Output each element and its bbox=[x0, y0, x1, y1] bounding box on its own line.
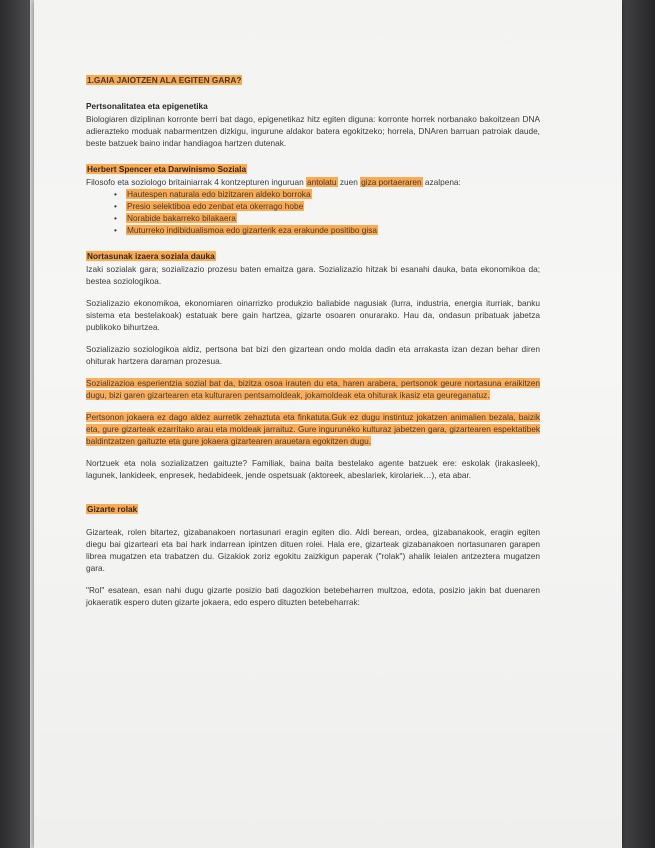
paragraph-sozializazio-soziologikoa: Sozializazio soziologikoa aldiz, pertsona bat bizi den gizartean ondo molda dadin eta arrakasta izan dezan behar diren ohiturak hartzera daraman prozesua. bbox=[86, 344, 540, 366]
list-item-text: Muturreko indibidualismoa edo gizarterik eza erakunde positibo gisa bbox=[127, 225, 377, 235]
document-title bbox=[86, 74, 540, 86]
intro-highlight-giza-portaeraren: giza portaeraren bbox=[361, 177, 422, 187]
paragraph-esperientzia-soziala-text: Sozializazioa esperientzia sozial bat da, bizitza osoa irauten du eta, haren arabera, pertsonok geure nortasuna eraikitzen dugu, bizi garen gizartearen eta kulturaren pentsamoldeak, jokamoldeak eta ohiturak ikasiz eta geureganatuz. bbox=[86, 378, 540, 400]
paragraph-rolen-bitartez: Gizarteak, rolen bitartez, gizabanakoen nortasunari eragin egiten dio. Aldi berean, ordea, gizabanakook, eragin egiten diegu bai gizarteari eta bai hark indarrean ipintzen dituen rolei. Hala ere, gizarteak gizabanakoen nortasunaren garapen librea mugatzen eta trabatzen du. Gizakiok zoriz egokitu zaizkigun paperak ("rolak") ahalik leialen antzeztera mugatzen gara. bbox=[86, 527, 540, 573]
list-item bbox=[114, 200, 540, 212]
intro-highlight-antolatu: antolatu bbox=[307, 177, 337, 187]
section-heading-epigenetika: Pertsonalitatea eta epigenetika bbox=[86, 101, 208, 111]
section-heading-nortasuna-text: Nortasunak izaera soziala dauka bbox=[87, 251, 215, 261]
intro-text-b: zuen bbox=[337, 177, 361, 187]
section-heading-gizarte-rolak-text: Gizarte rolak bbox=[87, 504, 138, 514]
section-heading-nortasuna bbox=[86, 250, 540, 262]
list-item-text: Presio selektiboa edo zenbat eta okerrago hobe bbox=[127, 201, 304, 211]
list-item bbox=[114, 212, 540, 224]
paragraph-epigenetika: Biologiaren diziplinan korronte berri bat dago, epigenetikaz hitz egiten diguna: korronte horrek norbanako bakoitzean DNA adierazteko moduak nabarmentzen dizkigu, ingurune aldakor batera egokitzeko; horrela, DNAren barruan patroiak daude, beste batzuek baino indar handiagoa hartzen dutenak. bbox=[86, 114, 540, 148]
paragraph-pertsonon-jokaera bbox=[86, 411, 540, 447]
document-title-text: 1.GAIA JAIOTZEN ALA EGITEN GARA? bbox=[87, 75, 242, 85]
list-item bbox=[114, 188, 540, 200]
section-heading-spencer bbox=[86, 163, 540, 175]
section-heading-spencer-text: Herbert Spencer eta Darwinismo Soziala bbox=[87, 164, 247, 174]
list-item-text: Hautespen naturala edo bizitzaren aldeko borroka bbox=[127, 189, 311, 199]
paragraph-agenteak: Nortzuek eta nola sozializatzen gaituzte? Familiak, baina baita bestelako agente batzuek ere: eskolak (irakasleek), lagunek, lankideek, enpresek, hedabideek, jende ospetsuak (aktoreek, abeslariek, kirolariek…), eta abar. bbox=[86, 458, 540, 480]
intro-text-a: Filosofo eta soziologo britainiarrak 4 kontzepturen inguruan bbox=[86, 177, 306, 187]
paragraph-izaki-sozialak: Izaki sozialak gara; sozializazio prozesu baten emaitza gara. Sozializazio hitzak bi esanahi dauka, bata ekonomikoa da; bestea soziologikoa. bbox=[86, 264, 540, 286]
section-heading-gizarte-rolak bbox=[86, 503, 540, 515]
list-item-text: Norabide bakarreko bilakaera bbox=[127, 213, 236, 223]
list-item bbox=[114, 224, 540, 236]
spencer-concepts-list bbox=[86, 188, 540, 236]
paragraph-rol-definizioa: "Rol" esatean, esan nahi dugu gizarte posizio bati dagozkion betebeharren multzoa, edota, posizio jakin bat duenaren jokaeratik espero duten gizarte jokaera, edo espero dituzten betebeharrak: bbox=[86, 585, 540, 607]
paragraph-esperientzia-soziala bbox=[86, 377, 540, 401]
paragraph-spencer-intro bbox=[86, 176, 540, 188]
paragraph-sozializazio-ekonomikoa: Sozializazio ekonomikoa, ekonomiaren oinarrizko produkzio baliabide nagusiak (lurra, industria, energia iturriak, banku sistema eta bestelakoak) estatuak bere gain hartzea, gizarte osoaren onurarako. Hau da, ondasun pribatuak jabetza publikoko bihurtzea. bbox=[86, 298, 540, 332]
intro-text-c: azalpena: bbox=[422, 177, 461, 187]
document-content bbox=[86, 70, 540, 608]
paragraph-pertsonon-jokaera-text: Pertsonon jokaera ez dago aldez aurretik zehaztuta eta finkatuta.Guk ez dugu instintuz jokatzen animalien bezala, baizik eta, gure gizarteak ezarritako arau eta moldeak jarraituz. Gure ingurunéko kulturaz jabetzen gara, gizartearen espektatibek baldintzatzen gaituzte eta gure jokaera gizartearen arauetara egokitzen dugu. bbox=[86, 412, 540, 446]
